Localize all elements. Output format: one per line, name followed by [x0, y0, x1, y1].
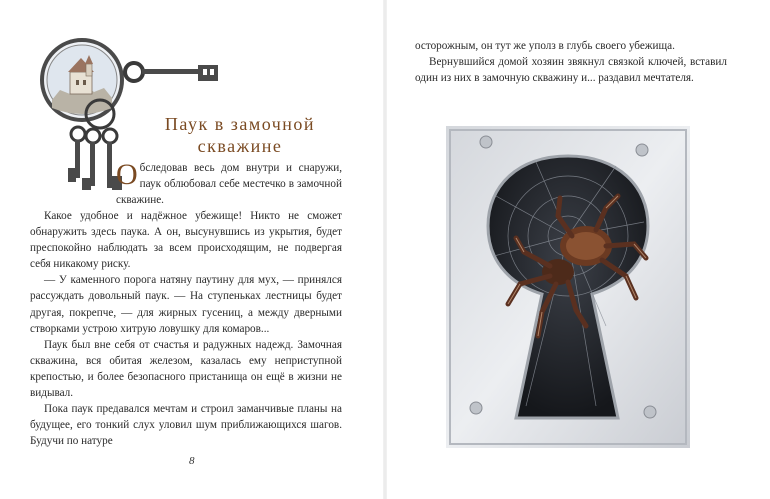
drop-cap: О	[116, 158, 138, 191]
first-paragraph-text: бследовав весь дом внутри и снаружи, паук облюбовал себе местечко в замочной скважине.	[116, 162, 342, 207]
paragraph: Пока паук предавался мечтам и строил заманчивые планы на будущее, его тонкий слух уловил шум приближающихся шагов. Будучи по натуре	[30, 403, 342, 448]
book-gutter	[383, 0, 387, 499]
title-line-1: Паук в замочной	[164, 114, 316, 134]
title-line-2: скважине	[197, 136, 283, 156]
paragraph: Какое удобное и надёжное убежище! Никто не сможет обнаружить здесь паука. А он, высунувшись из укрытия, будет преспокойно наблюдать за всем происходящим, не подвергая себя никакому риску.	[30, 210, 342, 271]
paragraph: Вернувшийся домой хозяин звякнул связкой ключей, вставил один из них в замочную скважину и... раздавил мечтателя.	[415, 56, 727, 85]
story-title	[140, 113, 340, 157]
right-page-body	[415, 38, 727, 86]
paragraph: Паук был вне себя от счастья и радужных надежд. Замочная скважина, вся обитая железом, казалась ему неприступной крепостью, и более безопасного пристанища он ещё в жизни не видывал.	[30, 338, 342, 400]
paragraph: осторожным, он тут же уполз в глубь своего убежища.	[415, 40, 675, 52]
spider-keyhole-illustration	[446, 126, 690, 448]
paragraph: — У каменного порога натяну паутину для мух, — принялся рассуждать довольный паук. — На ступеньках лестницы будет другая, покрепче, — для жирных гусениц, а между дверными створками устрою хитрую ловушку для комаров...	[30, 274, 342, 335]
left-page-body	[30, 208, 342, 449]
first-paragraph	[116, 160, 342, 208]
page-number: 8	[189, 455, 195, 467]
